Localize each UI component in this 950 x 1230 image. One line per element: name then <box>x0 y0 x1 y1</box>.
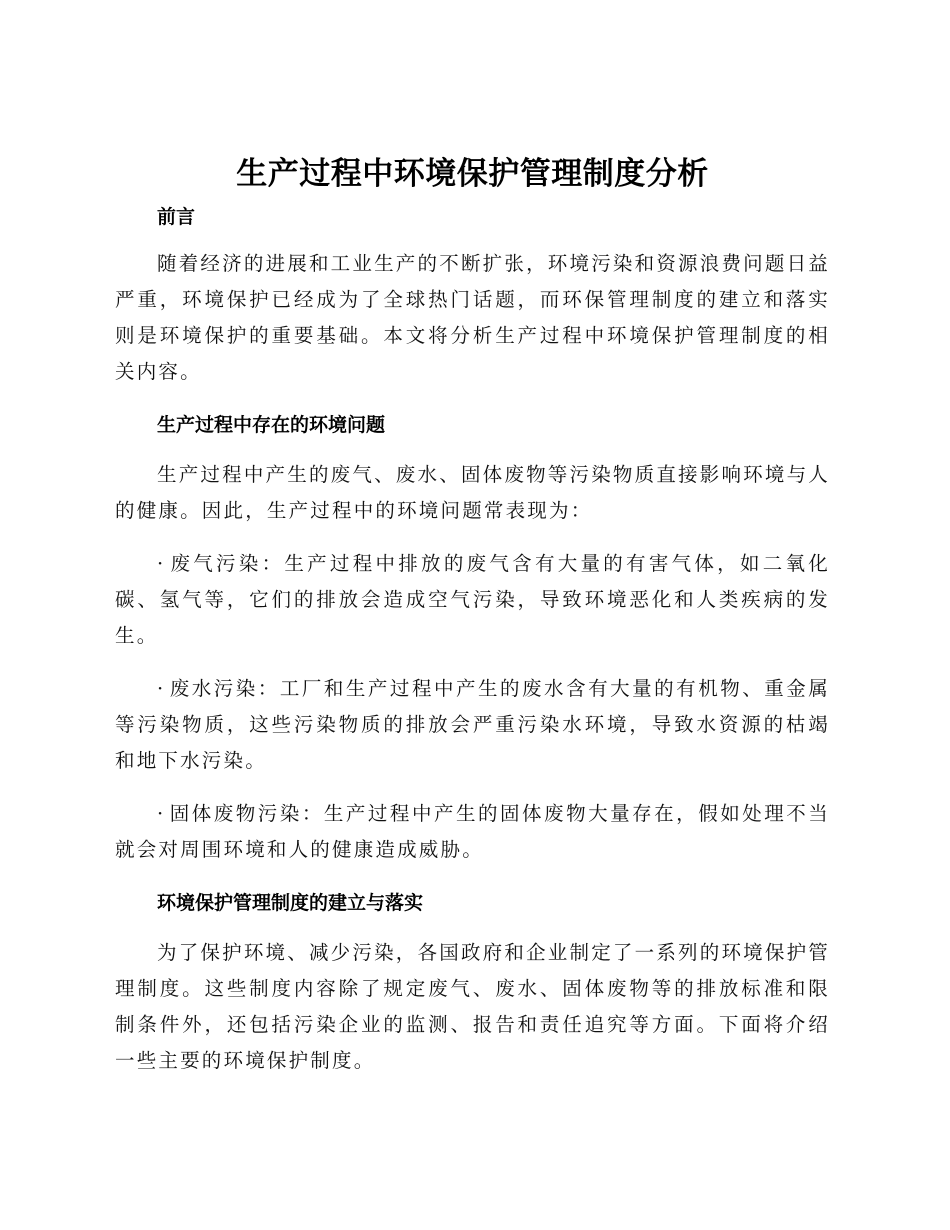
section-heading-management-system: 环境保护管理制度的建立与落实 <box>157 892 424 914</box>
document-page <box>115 150 830 1079</box>
paragraph-environment-problems: 生产过程中产生的废气、废水、固体废物等污染物质直接影响环境与人的健康。因此，生产过程中的环境问题常表现为： <box>115 463 830 522</box>
document-title: 生产过程中环境保护管理制度分析 <box>236 156 709 192</box>
paragraph-management-system: 为了保护环境、减少污染，各国政府和企业制定了一系列的环境保护管理制度。这些制度内容除了规定废气、废水、固体废物等的排放标准和限制条件外，还包括污染企业的监测、报告和责任追究等方面。下面将介绍一些主要的环境保护制度。 <box>115 941 830 1072</box>
section-heading-preface: 前言 <box>157 206 196 228</box>
bullet-marker: · <box>157 802 166 825</box>
list-item-text: 废水污染：工厂和生产过程中产生的废水含有大量的有机物、重金属等污染物质，这些污染物质的排放会严重污染水环境，导致水资源的枯竭和地下水污染。 <box>115 677 830 772</box>
list-item-waste-gas <box>115 546 830 654</box>
paragraph-preface: 随着经济的进展和工业生产的不断扩张，环境污染和资源浪费问题日益严重，环境保护已经成为了全球热门话题，而环保管理制度的建立和落实则是环境保护的重要基础。本文将分析生产过程中环境保护管理制度的相关内容。 <box>115 252 830 383</box>
list-item-waste-water <box>115 671 830 779</box>
section-heading-environment-problems: 生产过程中存在的环境问题 <box>157 414 386 436</box>
list-item-solid-waste <box>115 796 830 868</box>
list-item-text: 废气污染：生产过程中排放的废气含有大量的有害气体，如二氧化碳、氢气等，它们的排放会造成空气污染，导致环境恶化和人类疾病的发生。 <box>115 552 830 647</box>
list-item-text: 固体废物污染：生产过程中产生的固体废物大量存在，假如处理不当就会对周围环境和人的健康造成威胁。 <box>115 802 830 861</box>
bullet-marker: · <box>157 677 166 700</box>
bullet-marker: · <box>157 552 166 575</box>
